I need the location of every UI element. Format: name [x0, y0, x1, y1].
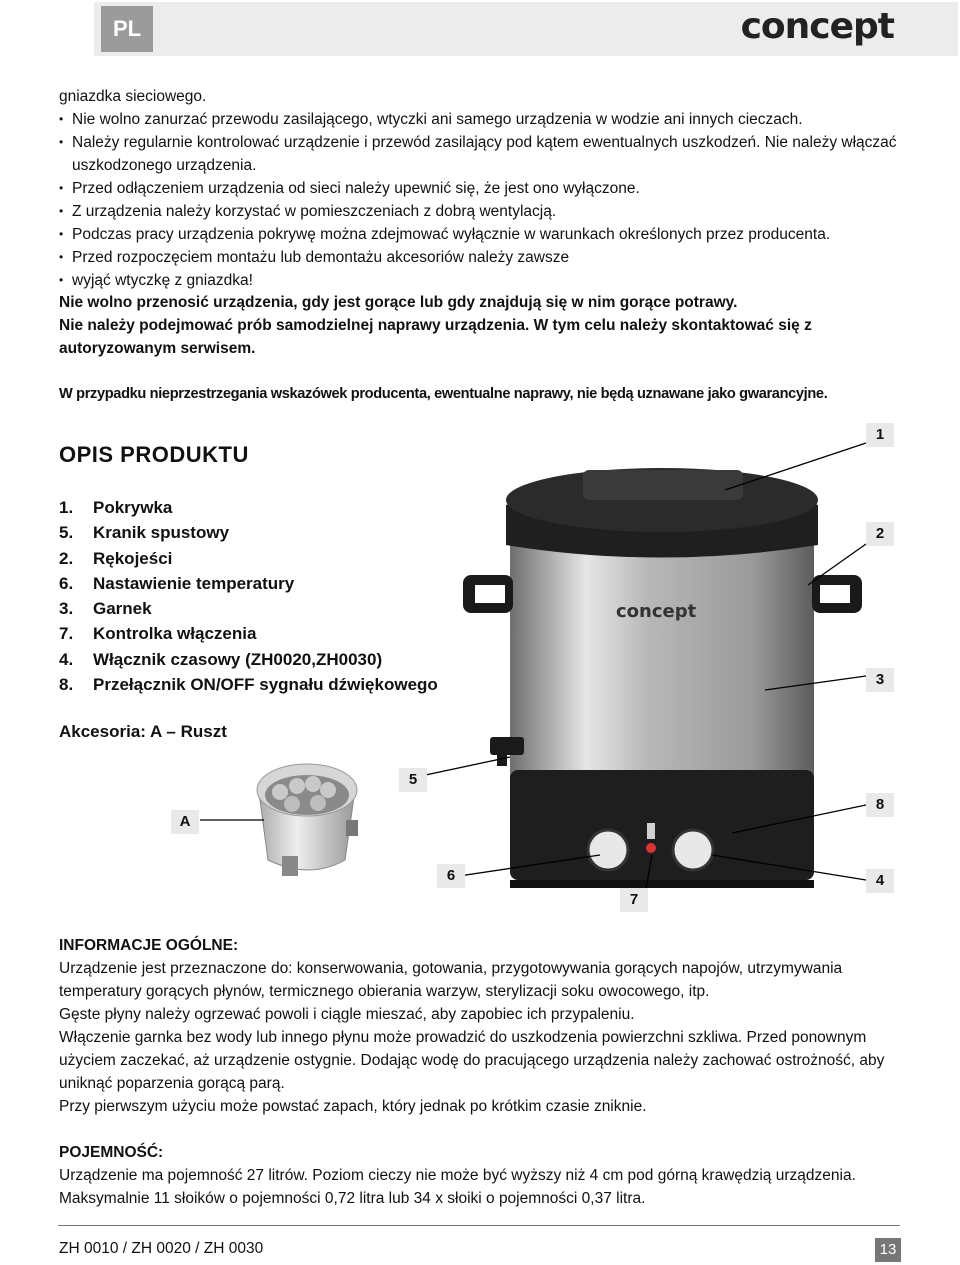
part-item: 6. Nastawienie temperatury [59, 573, 295, 593]
section-title-info: INFORMACJE OGÓLNE: [59, 937, 239, 954]
part-item: 8. Przełącznik ON/OFF sygnału dźwiękowego [59, 675, 438, 695]
canner-pot-image [463, 468, 862, 888]
intro-continuation: gniazdka sieciowego. [59, 88, 207, 105]
brand-logo: concept [740, 6, 894, 47]
safety-item: • Podczas pracy urządzenia pokrywę można zdejmować wyłącznie w warunkach określonych przez producenta. [59, 223, 904, 246]
callout-1: 1 [866, 423, 894, 447]
safety-item: • Z urządzenia należy korzystać w pomieszczeniach z dobrą wentylacją. [59, 200, 904, 223]
warning-repair: Nie należy podejmować prób samodzielnej naprawy urządzenia. W tym celu należy skontaktować się z autoryzowanym serwisem. [59, 317, 812, 357]
section-title-capacity: POJEMNOŚĆ: [59, 1144, 164, 1161]
info-paragraph: Włączenie garnka bez wody lub innego płynu może prowadzić do uszkodzenia powierzchni szkliwa. Przed ponownym użyciem zaczekać, aż urządzenie ostygnie. Dodając wodę do pracującego urządzenia należy zachować ostrożność, aby uniknąć poparzenia gorącą parą. [59, 1029, 885, 1092]
info-paragraph: Urządzenie jest przeznaczone do: konserwowania, gotowania, przygotowywania gorących napojów, utrzymywania temperatury gorących płynów, termicznego obierania warzyw, sterylizacji soku owocowego, itp. [59, 960, 843, 1000]
callout-3: 3 [866, 668, 894, 692]
accessory-rack-image [257, 764, 358, 876]
footer-divider [58, 1225, 900, 1226]
capacity-paragraph: Urządzenie ma pojemność 27 litrów. Poziom cieczy nie może być wyższy niż 4 cm pod górną krawędzią urządzenia. [59, 1167, 856, 1184]
general-info-section [59, 934, 909, 1118]
callout-7: 7 [620, 888, 648, 912]
accessories-label: Akcesoria: A – Ruszt [59, 722, 227, 741]
language-badge: PL [101, 6, 153, 52]
part-item: 1. Pokrywka [59, 498, 173, 517]
warranty-note: W przypadku nieprzestrzegania wskazówek producenta, ewentualne naprawy, nie będą uznawane jako gwarancyjne. [59, 386, 828, 402]
safety-item: • Przed odłączeniem urządzenia od sieci należy upewnić się, że jest ono wyłączone. [59, 177, 904, 200]
capacity-section [59, 1141, 909, 1210]
safety-item: • Przed rozpoczęciem montażu lub demontażu akcesoriów należy zawsze [59, 246, 904, 269]
warning-hot: Nie wolno przenosić urządzenia, gdy jest gorące lub gdy znajdują się w nim gorące potrawy. [59, 294, 738, 311]
callout-8: 8 [866, 793, 894, 817]
callout-4: 4 [866, 869, 894, 893]
info-paragraph: Gęste płyny należy ogrzewać powoli i ciągle mieszać, aby zapobiec ich przypaleniu. [59, 1006, 635, 1023]
part-item: 4. Włącznik czasowy (ZH0020,ZH0030) [59, 649, 383, 669]
safety-item: • Należy regularnie kontrolować urządzenie i przewód zasilający pod kątem ewentualnych uszkodzeń. Nie należy włączać uszkodzonego urządzenia. [59, 131, 904, 177]
part-item: 3. Garnek [59, 599, 152, 619]
callout-a: A [171, 810, 199, 834]
safety-item: • Nie wolno zanurzać przewodu zasilającego, wtyczki ani samego urządzenia w wodzie ani innych cieczach. [59, 108, 904, 131]
callout-5: 5 [399, 768, 427, 792]
capacity-paragraph: Maksymalnie 11 słoików o pojemności 0,72 litra lub 34 x słoiki o pojemności 0,37 litra. [59, 1190, 646, 1207]
safety-item: • wyjąć wtyczkę z gniazdka! [59, 269, 904, 292]
page-number: 13 [875, 1238, 901, 1262]
callout-2: 2 [866, 522, 894, 546]
section-title-product: OPIS PRODUKTU [59, 442, 249, 467]
callout-6: 6 [437, 864, 465, 888]
part-item: 2. Rękojeści [59, 548, 173, 568]
footer-models: ZH 0010 / ZH 0020 / ZH 0030 [59, 1240, 264, 1257]
info-paragraph: Przy pierwszym użyciu może powstać zapach, który jednak po krótkim czasie zniknie. [59, 1098, 647, 1115]
pot-logo: concept [616, 601, 697, 622]
part-item: 5. Kranik spustowy [59, 523, 230, 543]
part-item: 7. Kontrolka włączenia [59, 624, 257, 644]
